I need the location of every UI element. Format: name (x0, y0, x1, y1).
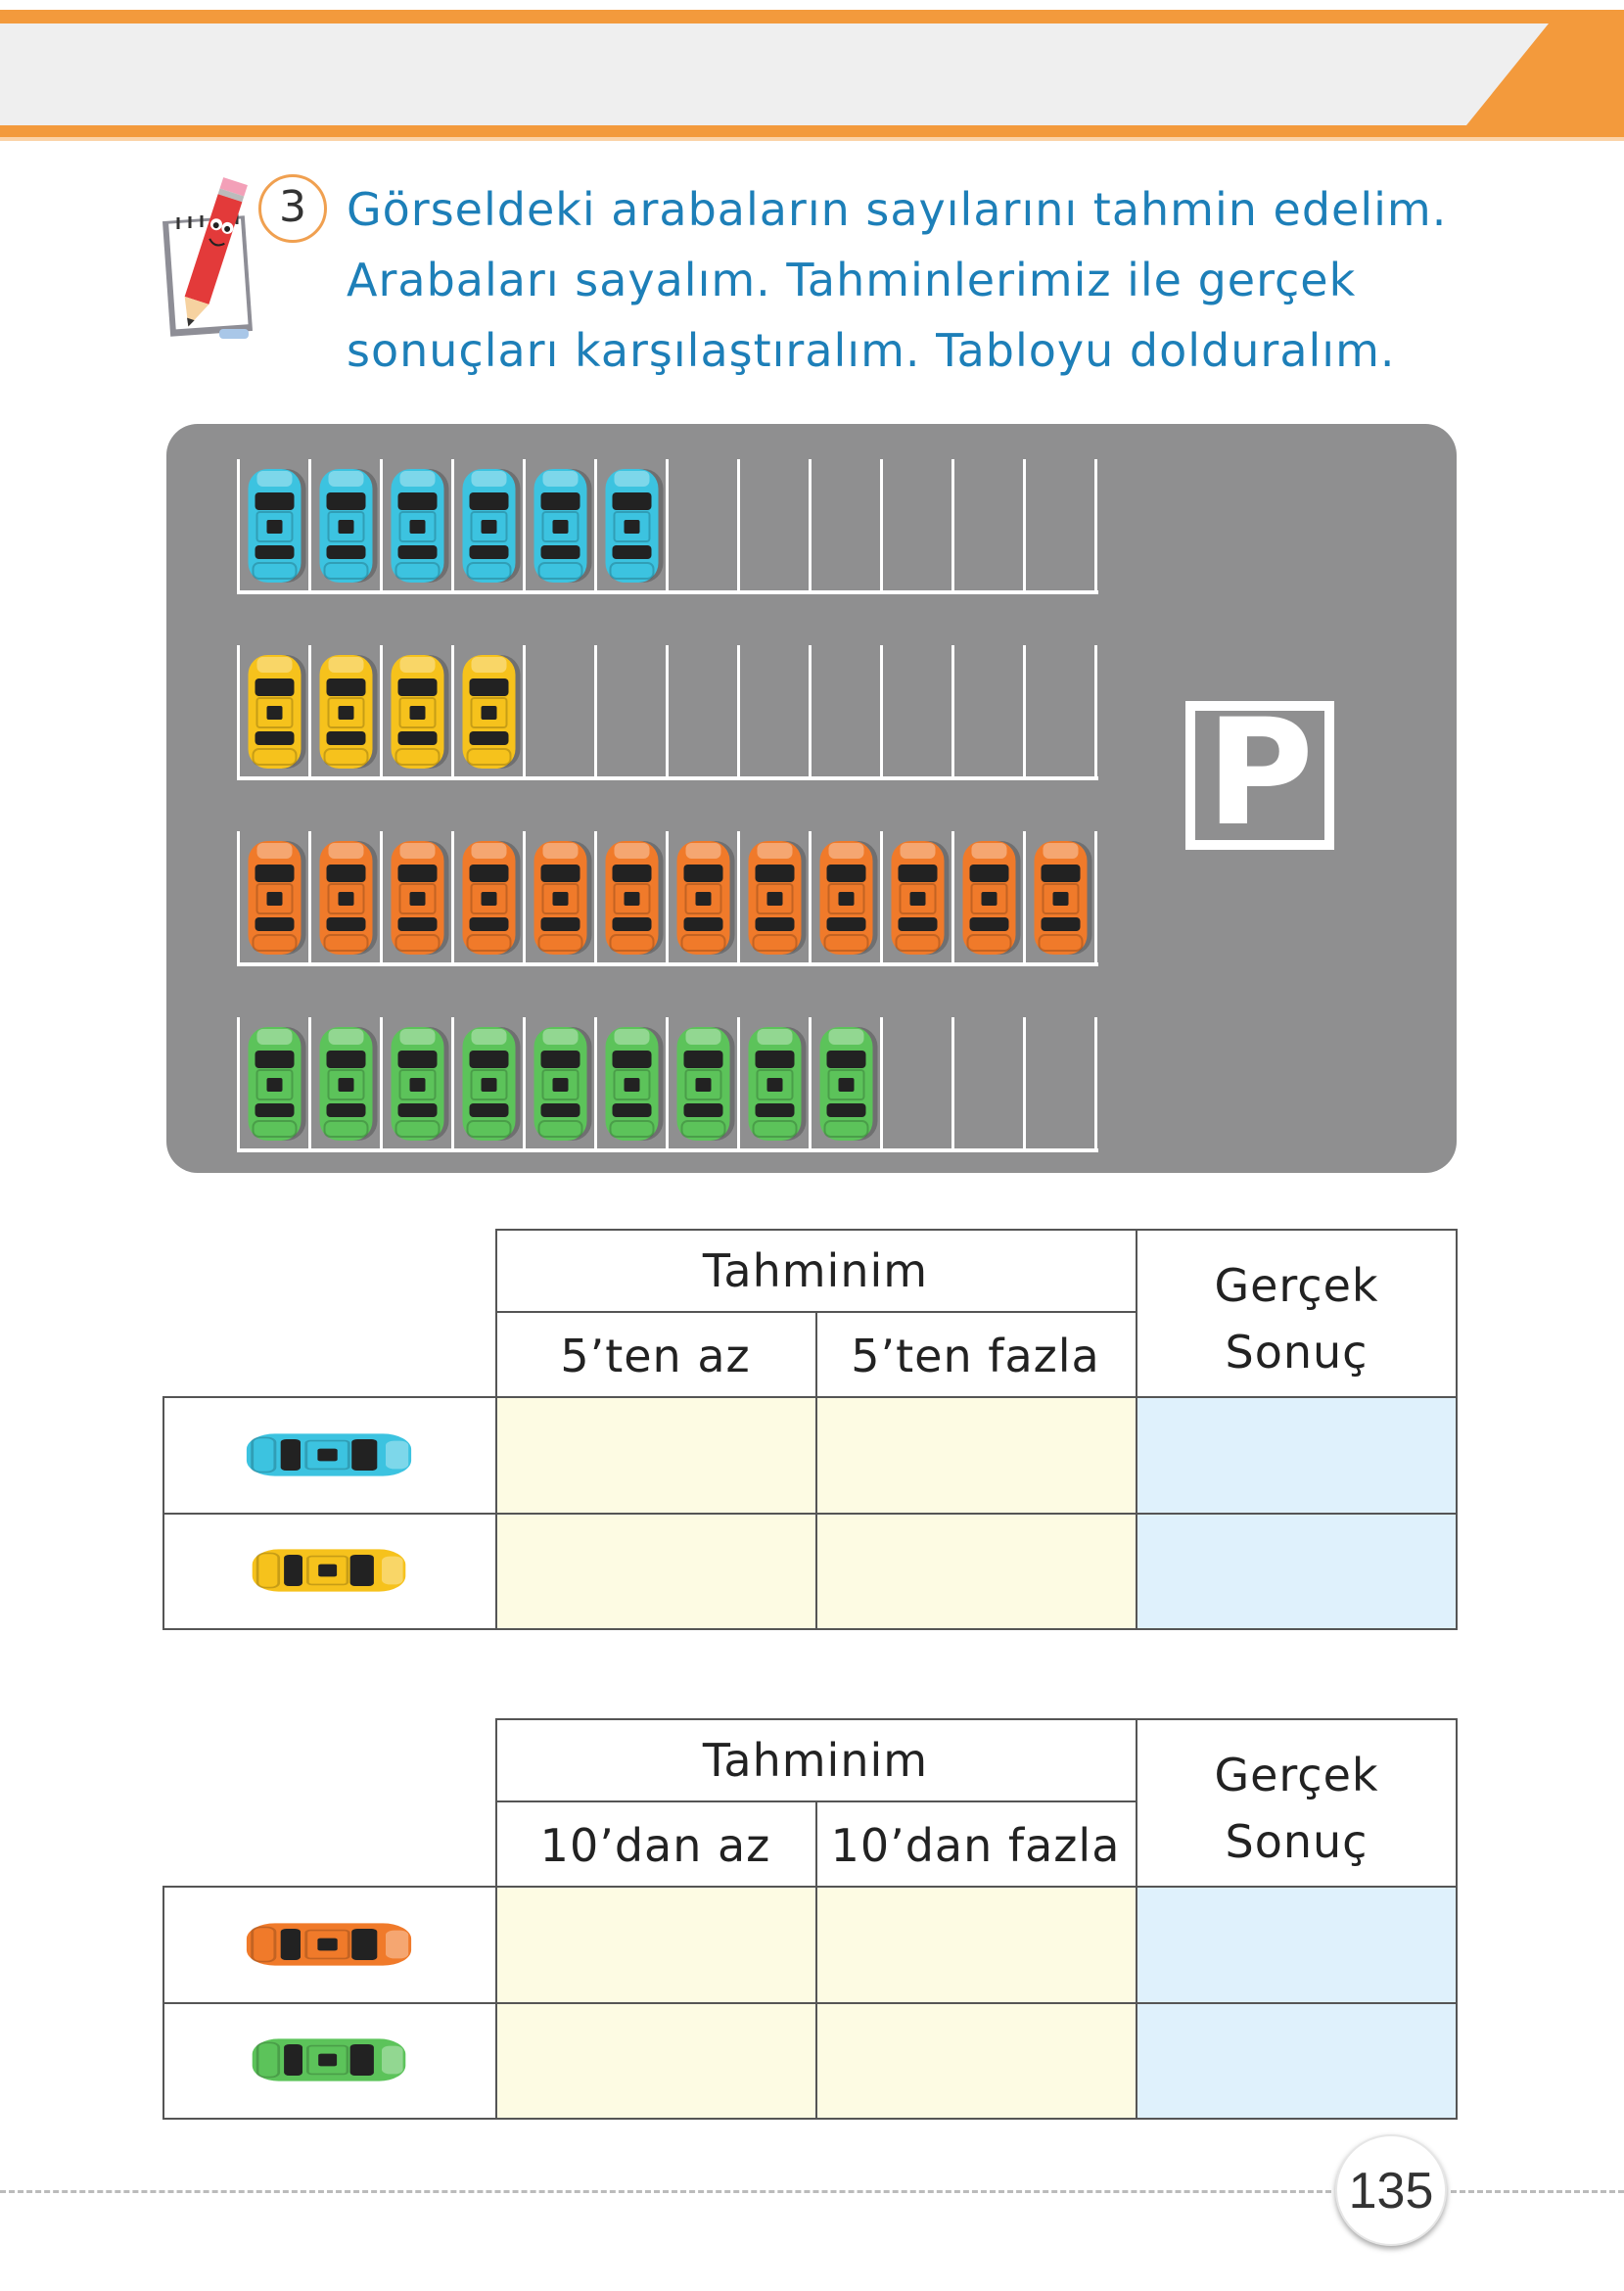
parked-car (606, 841, 659, 955)
answer-cell-blue-actual[interactable] (1136, 1397, 1458, 1513)
parked-car (320, 469, 373, 583)
header-banner (0, 0, 1624, 147)
answer-cell-yellow-more[interactable] (815, 1513, 1136, 1628)
footer-divider-left (0, 2190, 1331, 2193)
answer-cell-green-more[interactable] (815, 2002, 1136, 2118)
parking-spot-line (809, 459, 812, 592)
parking-spot-line (594, 459, 597, 592)
parking-spot-line (451, 831, 454, 964)
parking-spot-line (880, 645, 883, 778)
parked-car (320, 655, 373, 769)
parked-car (534, 1027, 587, 1141)
parking-row (237, 831, 1098, 966)
parking-spot-line (951, 645, 954, 778)
answer-cell-green-less[interactable] (495, 2002, 815, 2118)
header-actual-result (1136, 1252, 1458, 1385)
parking-spot-line (523, 1017, 526, 1150)
parking-spot-line (594, 645, 597, 778)
parking-spot-line (1023, 645, 1026, 778)
parking-spot-line (666, 645, 669, 778)
question-line-3: sonuçları karşılaştıralım. Tabloyu dolduralım. (347, 324, 1396, 377)
parking-spot-line (237, 459, 240, 592)
header-actual-line2: Sonuç (1225, 1815, 1369, 1868)
header-actual-result (1136, 1742, 1458, 1875)
answer-cell-orange-less[interactable] (495, 1887, 815, 2002)
parked-car (820, 841, 873, 955)
parking-spot-line (523, 645, 526, 778)
parking-spot-line (737, 459, 740, 592)
parking-spot-line (451, 1017, 454, 1150)
yellow-car-icon (221, 1526, 437, 1614)
parking-spot-line (737, 645, 740, 778)
parked-car (392, 1027, 444, 1141)
parking-spot-line (237, 645, 240, 778)
parking-spot-line (1094, 831, 1097, 964)
parking-sign (1185, 688, 1334, 859)
estimate-table-2 (162, 1718, 1458, 2120)
parking-row-baseline (237, 776, 1098, 780)
parked-car (463, 1027, 516, 1141)
header-less-than-5: 5’ten az (560, 1330, 751, 1382)
parking-spot-line (451, 459, 454, 592)
parking-spot-line (237, 1017, 240, 1150)
parked-car (677, 1027, 730, 1141)
parking-spot-line (1094, 645, 1097, 778)
parking-spot-line (1023, 831, 1026, 964)
parking-spot-line (737, 1017, 740, 1150)
parking-spot-line (809, 645, 812, 778)
parking-spot-line (451, 645, 454, 778)
parking-spot-line (666, 831, 669, 964)
parking-spot-line (594, 831, 597, 964)
parked-car (534, 841, 587, 955)
parking-spot-line (1094, 1017, 1097, 1150)
header-estimate: Tahminim (702, 1244, 929, 1297)
parking-spot-line (308, 459, 311, 592)
parked-car (463, 469, 516, 583)
parking-spot-line (809, 1017, 812, 1150)
answer-cell-orange-more[interactable] (815, 1887, 1136, 2002)
parking-spot-line (666, 1017, 669, 1150)
parked-car (249, 469, 302, 583)
parked-car (392, 469, 444, 583)
parked-car (463, 841, 516, 955)
parking-spot-line (237, 831, 240, 964)
parked-car (963, 841, 1016, 955)
orange-car-icon (221, 1900, 437, 1988)
parking-spot-line (380, 645, 383, 778)
parking-spot-line (1023, 459, 1026, 592)
answer-cell-yellow-less[interactable] (495, 1513, 815, 1628)
parked-car (606, 1027, 659, 1141)
parked-car (463, 655, 516, 769)
parking-spot-line (737, 831, 740, 964)
parking-row-baseline (237, 590, 1098, 594)
parking-spot-line (1023, 1017, 1026, 1150)
parking-spot-line (594, 1017, 597, 1150)
header-estimate: Tahminim (702, 1734, 929, 1787)
question-text (347, 174, 1448, 386)
parked-car (606, 469, 659, 583)
parked-car (820, 1027, 873, 1141)
parked-car (320, 841, 373, 955)
answer-cell-blue-less[interactable] (495, 1397, 815, 1513)
parking-spot-line (308, 831, 311, 964)
parking-spot-line (380, 831, 383, 964)
header-actual-line1: Gerçek (1214, 1749, 1379, 1801)
header-more-than-10: 10’dan fazla (830, 1819, 1121, 1872)
parking-spot-line (523, 831, 526, 964)
parked-car (392, 655, 444, 769)
question-line-2: Arabaları sayalım. Tahminlerimiz ile gerçek (347, 254, 1357, 306)
green-car-icon (221, 2016, 437, 2104)
parked-car (749, 841, 802, 955)
parking-lot-illustration (166, 424, 1457, 1173)
parking-row-baseline (237, 962, 1098, 966)
parking-spot-line (951, 1017, 954, 1150)
estimate-table-1 (162, 1229, 1458, 1630)
answer-cell-green-actual[interactable] (1136, 2002, 1458, 2118)
parked-car (249, 1027, 302, 1141)
blue-car-icon (221, 1411, 437, 1499)
parking-spot-line (308, 1017, 311, 1150)
pencil-notepad-icon (161, 164, 258, 351)
parked-car (749, 1027, 802, 1141)
parked-car (392, 841, 444, 955)
parking-spot-line (308, 645, 311, 778)
question-number-badge: 3 (258, 174, 327, 243)
parking-sign-label: P (1206, 688, 1314, 859)
answer-cell-blue-more[interactable] (815, 1397, 1136, 1513)
parking-spot-line (1094, 459, 1097, 592)
parking-row-baseline (237, 1148, 1098, 1152)
parking-spot-line (951, 459, 954, 592)
parking-spot-line (880, 1017, 883, 1150)
page-number: 135 (1335, 2134, 1447, 2246)
parking-spot-line (666, 459, 669, 592)
answer-cell-orange-actual[interactable] (1136, 1887, 1458, 2002)
parked-car (249, 841, 302, 955)
parking-spot-line (880, 831, 883, 964)
parked-car (534, 469, 587, 583)
question-line-1: Görseldeki arabaların sayılarını tahmin edelim. (347, 183, 1448, 236)
header-less-than-10: 10’dan az (539, 1819, 771, 1872)
parked-car (677, 841, 730, 955)
parking-spot-line (951, 831, 954, 964)
parking-spot-line (380, 1017, 383, 1150)
parked-car (249, 655, 302, 769)
parked-car (1035, 841, 1088, 955)
parked-car (320, 1027, 373, 1141)
header-actual-line1: Gerçek (1214, 1259, 1379, 1312)
answer-cell-yellow-actual[interactable] (1136, 1513, 1458, 1628)
parking-spot-line (809, 831, 812, 964)
header-actual-line2: Sonuç (1225, 1326, 1369, 1379)
parking-spot-line (380, 459, 383, 592)
parked-car (892, 841, 945, 955)
footer-divider-right (1451, 2190, 1624, 2193)
parking-spot-line (880, 459, 883, 592)
parking-spot-line (523, 459, 526, 592)
header-more-than-5: 5’ten fazla (851, 1330, 1100, 1382)
